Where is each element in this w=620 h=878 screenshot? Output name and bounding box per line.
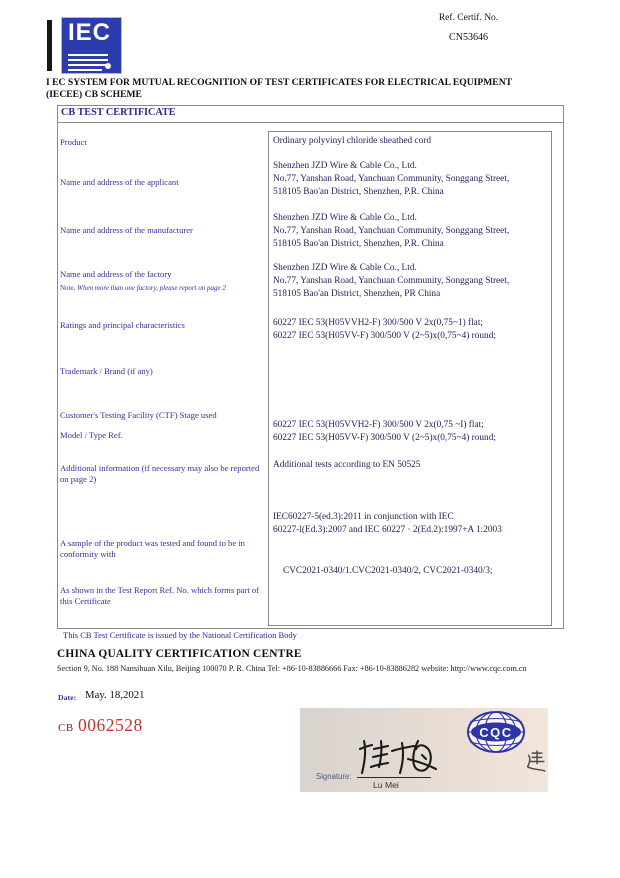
cb-number-prefix: CB bbox=[58, 722, 74, 734]
ref-certif-number: CN53646 bbox=[449, 32, 488, 43]
signature-label: Signature: bbox=[316, 772, 352, 781]
field-value-test-report: CVC2021-0340/1.CVC2021-0340/2, CVC2021-0340/3; bbox=[283, 566, 493, 576]
scheme-heading-line2: (IECEE) CB SCHEME bbox=[46, 88, 142, 100]
title-divider bbox=[57, 122, 564, 123]
scheme-heading bbox=[46, 77, 571, 100]
field-label-test-report: As shown in the Test Report Ref. No. which forms part of this Certificate bbox=[60, 585, 260, 606]
certificate-title: CB TEST CERTIFICATE bbox=[61, 107, 176, 118]
field-value-applicant bbox=[273, 160, 549, 199]
model-line: 60227 IEC 53(H05VV-F) 300/500 V (2~5)x(0,75~4) round; bbox=[273, 433, 496, 443]
handwritten-signature bbox=[358, 736, 440, 776]
iec-logo-line bbox=[68, 59, 108, 61]
conformity-line: IEC60227-5(ed.3):2011 in conjunction with IEC bbox=[273, 512, 454, 522]
field-label-ctf: Customer's Testing Facility (CTF) Stage used bbox=[60, 410, 217, 420]
certification-body-name: CHINA QUALITY CERTIFICATION CENTRE bbox=[57, 648, 302, 660]
ref-certif-label: Ref. Certif. No. bbox=[438, 13, 499, 23]
field-label-ratings: Ratings and principal characteristics bbox=[60, 320, 185, 330]
field-value-model bbox=[273, 419, 549, 445]
field-value-ratings bbox=[273, 317, 549, 343]
factory-line: 518105 Bao'an District, Shenzhen, PR China bbox=[273, 289, 441, 299]
applicant-line: 518105 Bao'an District, Shenzhen, P.R. China bbox=[273, 187, 444, 197]
date-label: Date: bbox=[58, 693, 77, 702]
ref-certif-block bbox=[402, 13, 535, 43]
field-label-factory: Name and address of the factory bbox=[60, 269, 172, 279]
field-value-conformity bbox=[273, 511, 549, 537]
iec-logo bbox=[62, 18, 121, 73]
conformity-line: 60227-l(Ed.3):2007 and IEC 60227 · 2(Ed.2):1997+A 1:2003 bbox=[273, 525, 502, 535]
field-label-conformity: A sample of the product was tested and found to be in conformity with bbox=[60, 538, 245, 559]
stamp-character bbox=[526, 750, 546, 772]
field-label-manufacturer: Name and address of the manufacturer bbox=[60, 225, 193, 235]
factory-line: No.77, Yanshan Road, Yanchuan Community, Songgang Street, bbox=[273, 276, 510, 286]
field-value-manufacturer bbox=[273, 212, 549, 251]
model-line: 60227 IEC 53(H05VVH2-F) 300/500 V 2x(0,75 ~I) flat; bbox=[273, 420, 484, 430]
iec-logo-dot bbox=[105, 63, 111, 69]
factory-note-text: When more than one factory, please report on page 2 bbox=[77, 284, 226, 292]
manufacturer-line: 518105 Bao'an District, Shenzhen, P.R. China bbox=[273, 239, 444, 249]
iec-logo-line bbox=[68, 69, 102, 71]
scheme-heading-line1: I EC SYSTEM FOR MUTUAL RECOGNITION OF TEST CERTIFICATES FOR ELECTRICAL EQUIPMENT bbox=[46, 77, 513, 88]
manufacturer-line: No.77, Yanshan Road, Yanchuan Community, Songgang Street, bbox=[273, 226, 510, 236]
date-value: May. 18,2021 bbox=[85, 689, 145, 701]
factory-note bbox=[60, 283, 265, 294]
values-column-box bbox=[268, 131, 552, 626]
manufacturer-line: Shenzhen JZD Wire & Cable Co., Ltd. bbox=[273, 213, 417, 223]
factory-note-prefix: Note. bbox=[60, 284, 76, 292]
field-value-factory bbox=[273, 262, 549, 301]
issued-by-statement: This CB Test Certificate is issued by the National Certification Body bbox=[63, 630, 297, 640]
iec-logo-text: IEC bbox=[68, 19, 112, 46]
field-label-trademark: Trademark / Brand (if any) bbox=[60, 366, 153, 376]
cb-number: 0062528 bbox=[78, 715, 143, 735]
factory-line: Shenzhen JZD Wire & Cable Co., Ltd. bbox=[273, 263, 417, 273]
field-label-additional-info: Additional information (if necessary may also be reported on page 2) bbox=[60, 463, 260, 484]
iec-logo-line bbox=[68, 54, 108, 56]
field-label-model: Model / Type Ref. bbox=[60, 430, 123, 440]
field-value-product: Ordinary polyvinyl chloride sheathed cord bbox=[273, 136, 432, 146]
field-label-applicant: Name and address of the applicant bbox=[60, 177, 179, 187]
iec-logo-bar bbox=[47, 20, 52, 71]
signature-line bbox=[357, 777, 431, 778]
signature-printed-name: Lu Mei bbox=[373, 780, 399, 790]
certification-body-address: Section 9, No. 188 Nansihuan Xilu, Beijing 100070 P. R. China Tel: +86-10-83886666 Fax: +86-10-83886282 website: http://www.cqc.com.cn bbox=[57, 664, 527, 673]
applicant-line: No.77, Yanshan Road, Yanchuan Community, Songgang Street, bbox=[273, 174, 510, 184]
field-value-additional-info: Additional tests according to EN 50525 bbox=[273, 460, 421, 470]
ratings-line: 60227 IEC 53(H05VVH2-F) 300/500 V 2x(0,75~1) flat; bbox=[273, 318, 483, 328]
ratings-line: 60227 IEC 53(H05VV-F) 300/500 V (2~5)x(0,75~4) round; bbox=[273, 331, 496, 341]
applicant-line: Shenzhen JZD Wire & Cable Co., Ltd. bbox=[273, 161, 417, 171]
iec-logo-line bbox=[68, 64, 108, 66]
cqc-logo bbox=[466, 710, 526, 754]
cqc-logo-text: CQC bbox=[479, 725, 513, 740]
field-label-product: Product bbox=[60, 137, 87, 147]
